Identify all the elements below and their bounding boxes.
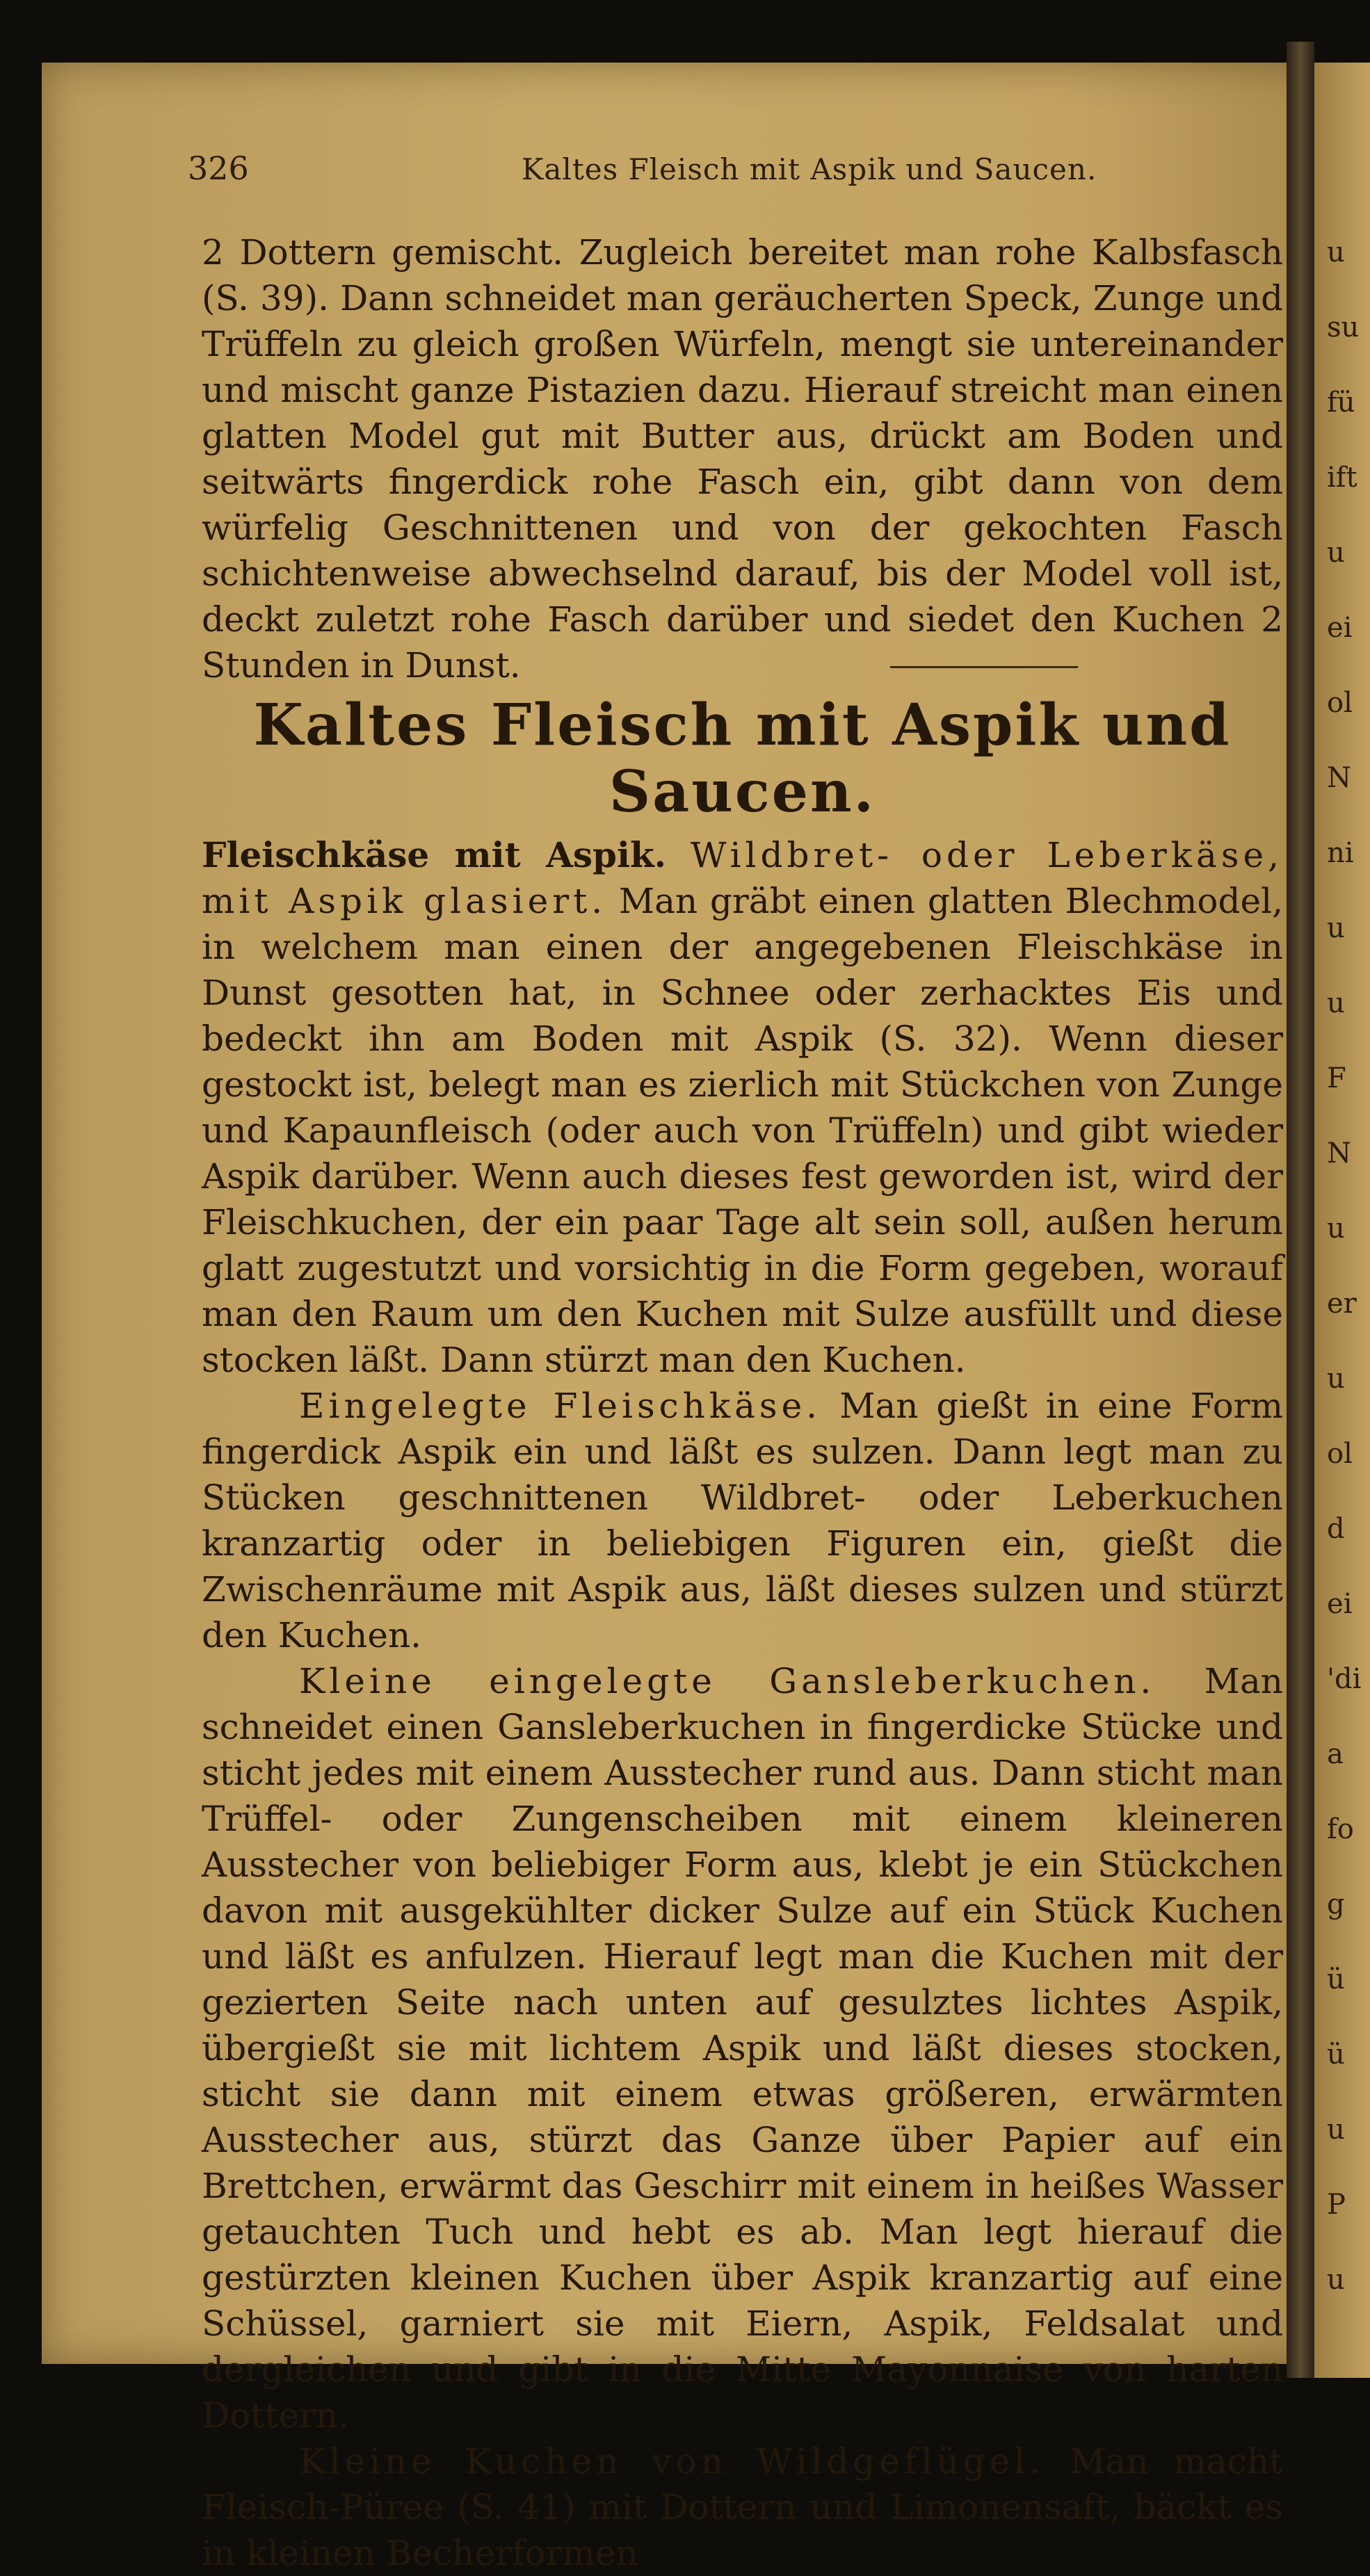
recipe-wildgefluegel (202, 2438, 1283, 2576)
facing-page-fragment: u (1327, 2264, 1345, 2296)
recipe-subtitle: Wildbret- oder Leberkäse, mit Aspik glasiert. (202, 835, 1283, 921)
facing-page-fragment: ei (1327, 1588, 1353, 1620)
recipe-eingelegte-fleischkaese (202, 1383, 1283, 1658)
facing-page-fragment: a (1327, 1738, 1344, 1770)
recipe-title: Eingelegte Fleischkäse. (299, 1386, 822, 1426)
facing-page-fragment: u (1327, 1363, 1345, 1395)
recipe-text: Man macht Fleisch-Püree (S. 41) mit Dottern und Limonensaft, bäckt es in kleinen Becherformen (202, 2441, 1283, 2573)
facing-page-fragment: er (1327, 1288, 1357, 1320)
book-gutter (1287, 42, 1314, 2378)
recipe-title: Fleischkäse mit Aspik. (202, 834, 667, 875)
facing-page-fragment: ol (1327, 1438, 1353, 1470)
recipe-fleischkaese (202, 832, 1283, 1383)
facing-page-fragment: g (1327, 1888, 1345, 1920)
facing-page-fragment: d (1327, 1513, 1345, 1545)
facing-page-fragment: ü (1327, 2039, 1345, 2071)
facing-page-fragment: F (1327, 1062, 1346, 1094)
recipe-title: Kleine eingelegte Gansleberkuchen. (299, 1661, 1156, 1701)
facing-page-fragment: fo (1327, 1813, 1354, 1845)
facing-page-fragment: u (1327, 537, 1345, 569)
facing-page-fragment: u (1327, 2114, 1345, 2146)
recipe-gansleberkuchen (202, 1658, 1283, 2438)
facing-page-edge (1314, 63, 1370, 2378)
recipe-text: Man gräbt einen glatten Blechmodel, in welchem man einen der angegebenen Fleischkäse in Dunst gesotten hat, in Schnee oder zerhacktes Eis und bedeckt ihn am Boden mit Aspik (S. 32). Wenn dieser gestockt ist, belegt man es zierlich mit Stückchen von Zunge und Kapaunfleisch (oder auch von Trüffeln) und gibt wieder Aspik darüber. Wenn auch dieses fest geworden ist, wird der Fleischkuchen, der ein paar Tage alt sein soll, außen herum glatt zugestutzt und vorsichtig in die Form gegeben, worauf man den Raum um den Kuchen mit Sulze ausfüllt und diese stocken läßt. Dann stürzt man den Kuchen. (202, 881, 1283, 1380)
facing-page-fragment: P (1327, 2189, 1346, 2221)
facing-page-fragment: ü (1327, 1963, 1345, 1995)
facing-page-fragment: N (1327, 762, 1351, 794)
section-divider (890, 666, 1078, 668)
page-body (202, 229, 1283, 2576)
page-number: 326 (188, 149, 249, 187)
running-title: Kaltes Fleisch mit Aspik und Saucen. (522, 152, 1097, 186)
intro-paragraph: 2 Dottern gemischt. Zugleich bereitet man rohe Kalbsfasch (S. 39). Dann schneidet man geräucherten Speck, Zunge und Trüffeln zu gleich großen Würfeln, mengt sie untereinander und mischt ganze Pistazien dazu. Hierauf streicht man einen glatten Model gut mit Butter aus, drückt am Boden und seitwärts fingerdick rohe Fasch ein, gibt dann von dem würfelig Geschnittenen und von der gekochten Fasch schichtenweise abwechselnd darauf, bis der Model voll ist, deckt zuletzt rohe Fasch darüber und siedet den Kuchen 2 Stunden in Dunst. (202, 232, 1283, 686)
facing-page-fragment: u (1327, 987, 1345, 1019)
facing-page-fragment: ei (1327, 612, 1353, 644)
facing-page-fragment: ni (1327, 837, 1354, 869)
recipe-title: Kleine Kuchen von Wildgeflügel. (299, 2441, 1045, 2481)
facing-page-fragment: ift (1327, 462, 1357, 494)
facing-page-fragment: u (1327, 912, 1345, 944)
facing-page-fragment: u (1327, 236, 1345, 268)
facing-page-fragment: ol (1327, 687, 1353, 719)
recipe-text: Man gießt in eine Form fingerdick Aspik ein und läßt es sulzen. Dann legt man zu Stücken geschnittenen Wildbret- oder Leberkuchen kranzartig oder in beliebigen Figuren ein, gießt die Zwischenräume mit Aspik aus, läßt dieses sulzen und stürzt den Kuchen. (202, 1386, 1283, 1655)
facing-page-fragment: N (1327, 1137, 1351, 1169)
facing-page-fragment: u (1327, 1213, 1345, 1245)
facing-page-fragment: 'di (1327, 1663, 1362, 1695)
section-title: Kaltes Fleisch mit Aspik und Saucen. (253, 692, 1232, 825)
recipe-text: Man schneidet einen Gansleberkuchen in fingerdicke Stücke und sticht jedes mit einem Ausstecher rund aus. Dann sticht man Trüffel- oder Zungenscheiben mit einem kleineren Ausstecher von beliebiger Form aus, klebt je ein Stückchen davon mit ausgekühlter dicker Sulze auf ein Stück Kuchen und läßt es anfulzen. Hierauf legt man die Kuchen mit der gezierten Seite nach unten auf gesulztes lichtes Aspik, übergießt sie mit lichtem Aspik und läßt dieses stocken, sticht sie dann mit einem etwas größeren, erwärmten Ausstecher aus, stürzt das Ganze über Papier auf ein Brettchen, erwärmt das Geschirr mit einem in heißes Wasser getauchten Tuch und hebt es ab. Man legt hierauf die gestürzten kleinen Kuchen über Aspik kranzartig auf eine Schüssel, garniert sie mit Eiern, Aspik, Feldsalat und dergleichen und gibt in die Mitte Mayonnaise von harten Dottern. (202, 1661, 1283, 2436)
facing-page-fragment: su (1327, 311, 1360, 343)
facing-page-fragment: fü (1327, 387, 1355, 419)
